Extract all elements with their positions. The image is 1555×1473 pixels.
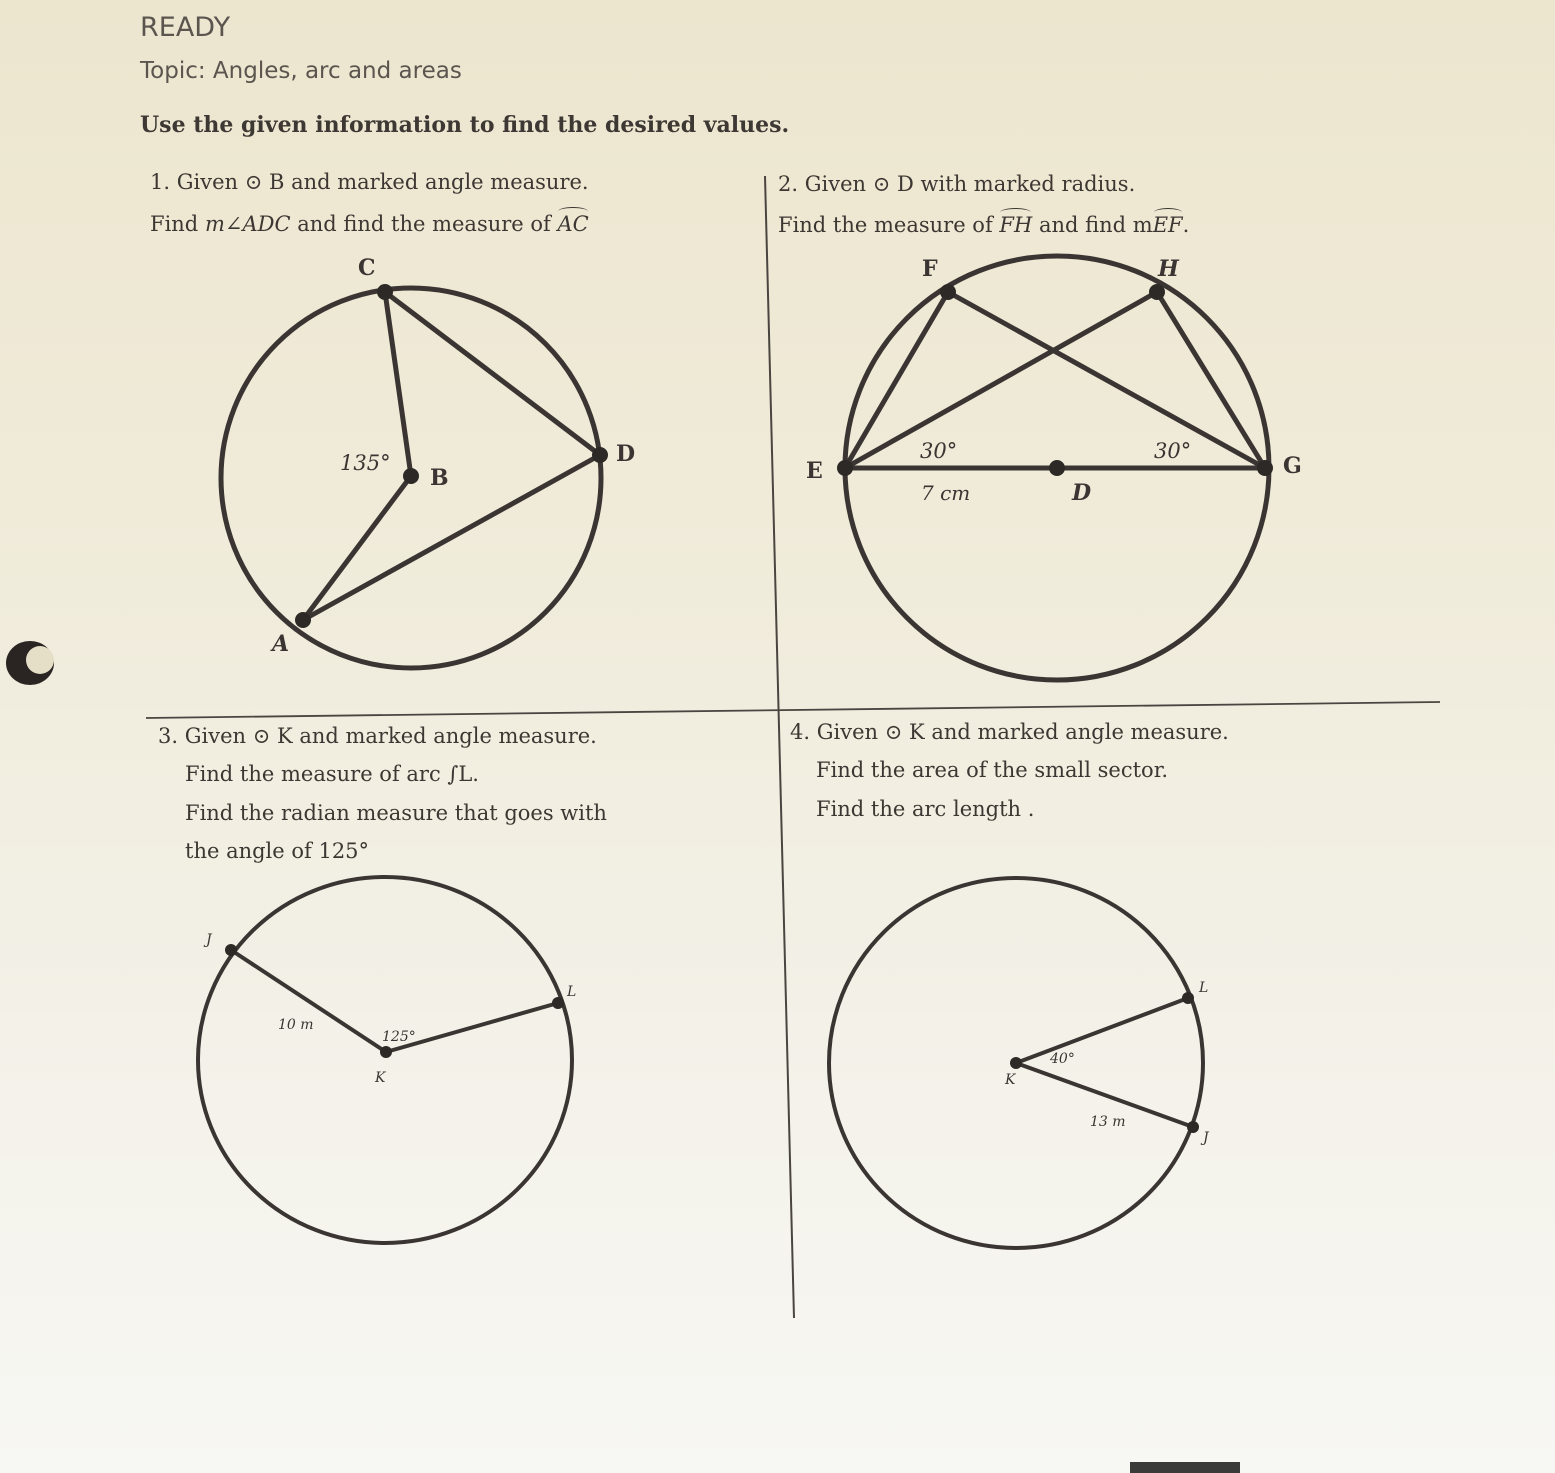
point-k3 <box>380 1046 392 1058</box>
diagram-1 <box>221 284 608 668</box>
label-j4: J <box>1203 1130 1209 1146</box>
label-d: D <box>616 441 636 467</box>
label-angle-30-right: 30° <box>1154 439 1192 463</box>
vertical-divider <box>765 176 794 1318</box>
point-k4 <box>1010 1057 1022 1069</box>
problem-2-line-2: Find the measure of FH and find mEF. <box>778 213 1190 237</box>
point-l3 <box>552 997 564 1009</box>
point-j4 <box>1187 1121 1199 1133</box>
problem-1-line-2: Find m∠ADC and find the measure of AC <box>150 212 589 236</box>
point-e <box>837 460 853 476</box>
point-d <box>592 447 608 463</box>
problem-3-line-3: Find the radian measure that goes with <box>185 801 607 825</box>
label-angle-125: 125° <box>382 1029 416 1045</box>
label-angle-30-left: 30° <box>920 439 958 463</box>
topic-line: Topic: Angles, arc and areas <box>140 58 462 84</box>
problem-3-line-4: the angle of 125° <box>185 839 370 863</box>
problem-2-line-1: 2. Given ⊙ D with marked radius. <box>778 172 1136 196</box>
label-angle-40: 40° <box>1050 1051 1075 1067</box>
problem-4-line-1: 4. Given ⊙ K and marked angle measure. <box>790 720 1229 744</box>
arc-ac: AC <box>557 212 589 236</box>
circle-k3 <box>198 877 572 1243</box>
label-j3: J <box>206 932 212 948</box>
point-l4 <box>1182 992 1194 1004</box>
label-radius-13m: 13 m <box>1090 1114 1126 1130</box>
point-f <box>940 284 956 300</box>
label-e: E <box>806 458 823 484</box>
problem-4-line-2: Find the area of the small sector. <box>816 758 1169 782</box>
diagram-2 <box>837 256 1273 680</box>
label-k4: K <box>1005 1072 1016 1088</box>
point-h <box>1149 284 1165 300</box>
label-g: G <box>1283 453 1302 479</box>
point-d2 <box>1049 460 1065 476</box>
label-c: C <box>358 255 376 281</box>
section-title: READY <box>140 12 231 43</box>
arc-fh: FH <box>999 213 1033 237</box>
problem-3-line-1: 3. Given ⊙ K and marked angle measure. <box>158 724 597 748</box>
bottom-edge-shadow <box>1130 1462 1240 1473</box>
label-l4: L <box>1199 980 1209 996</box>
label-a: A <box>272 631 290 657</box>
label-h: H <box>1158 256 1179 282</box>
label-d2: D <box>1072 480 1092 506</box>
point-j3 <box>225 944 237 956</box>
diagram-4 <box>829 878 1203 1248</box>
point-b <box>403 468 419 484</box>
label-radius-7cm: 7 cm <box>921 481 971 505</box>
label-l3: L <box>567 984 577 1000</box>
arc-ef: EF <box>1152 213 1183 237</box>
label-angle-135: 135° <box>340 451 391 475</box>
problem-1-line-1: 1. Given ⊙ B and marked angle measure. <box>150 170 589 194</box>
point-a <box>295 612 311 628</box>
instructions: Use the given information to find the desired values. <box>140 112 790 138</box>
point-c <box>377 284 393 300</box>
diagram-3 <box>198 877 572 1243</box>
label-k3: K <box>375 1070 386 1086</box>
problem-4-line-3: Find the arc length . <box>816 797 1035 821</box>
label-f: F <box>922 256 938 282</box>
horizontal-divider <box>146 702 1440 718</box>
point-g <box>1257 460 1273 476</box>
label-b: B <box>430 465 449 491</box>
label-radius-10m: 10 m <box>278 1017 314 1033</box>
problem-3-line-2: Find the measure of arc ∫L. <box>185 762 479 786</box>
